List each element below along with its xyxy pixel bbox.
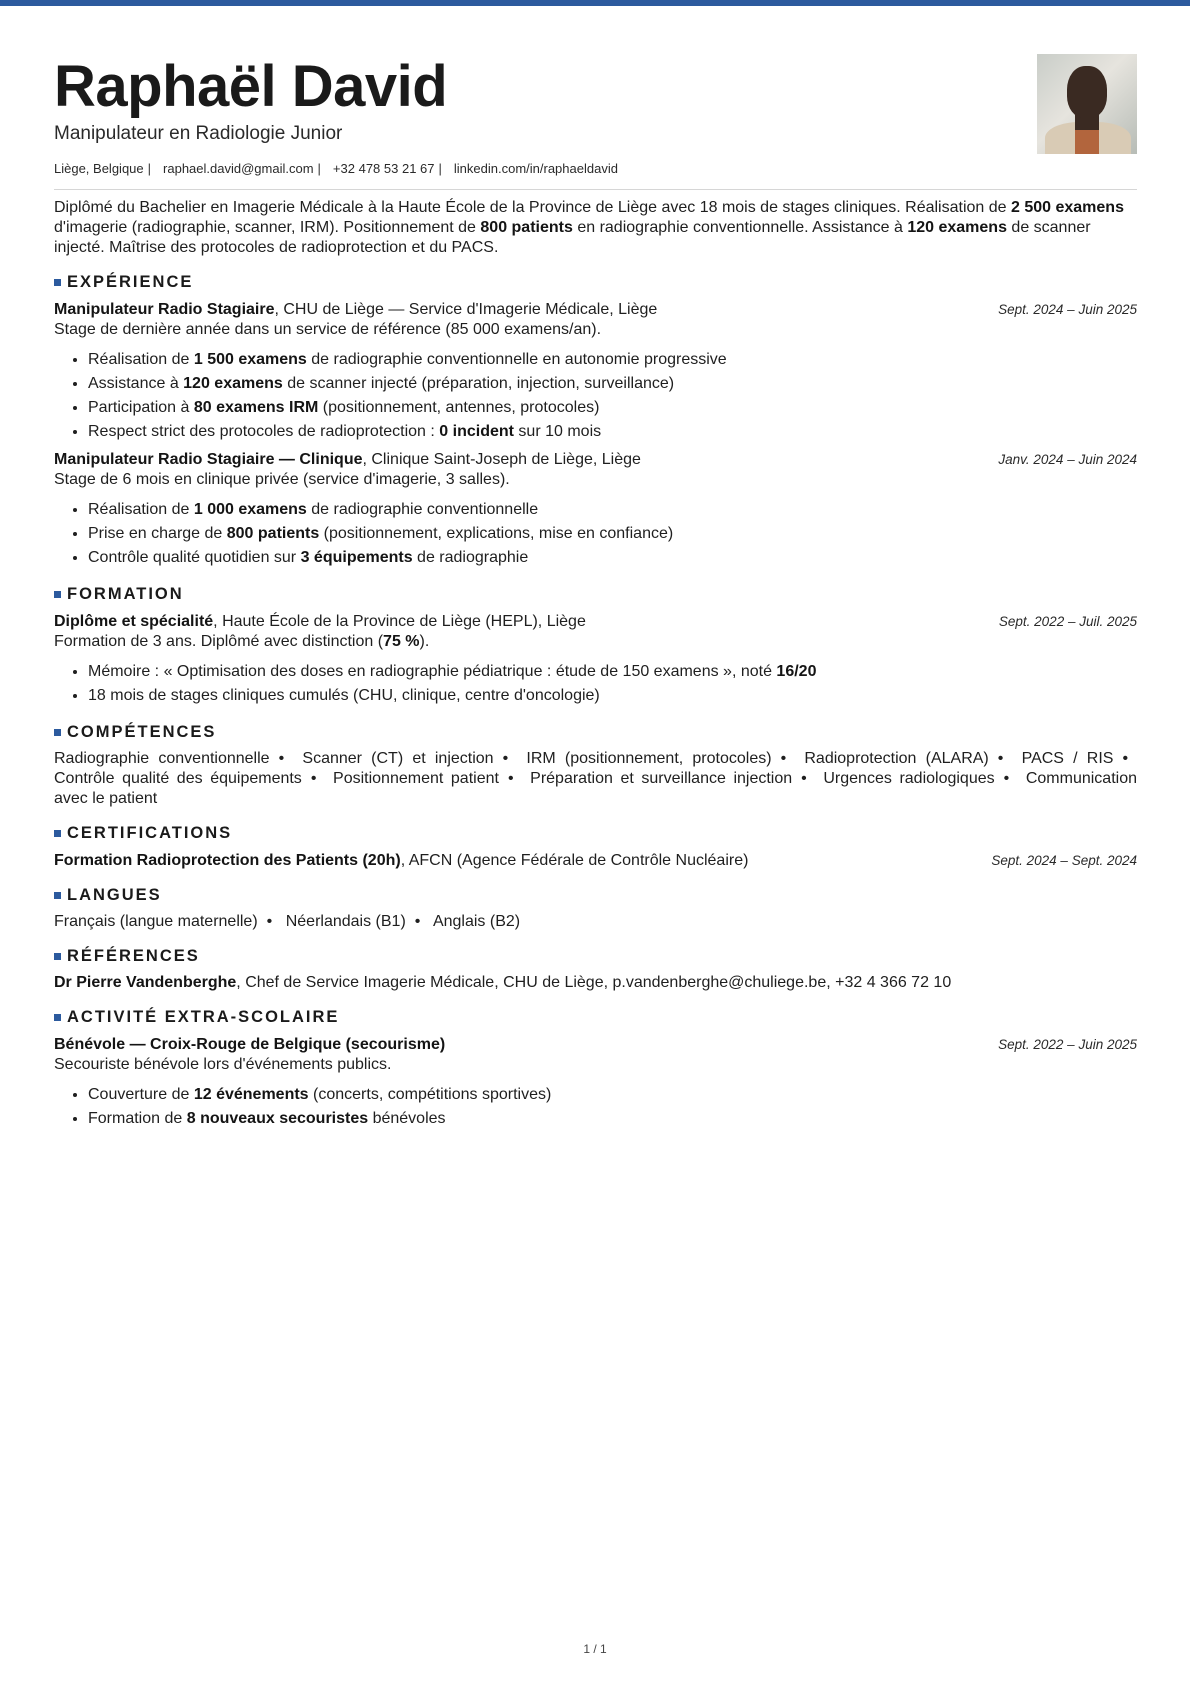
bullet-item: • Participation à 80 examens IRM (positionnement, antennes, protocoles) — [88, 396, 1137, 420]
inline-item: Radiographie conventionnelle — [54, 750, 270, 767]
section-square-icon — [54, 729, 61, 736]
bullet-item: • Réalisation de 1 500 examens de radiographie conventionnelle en autonomie progressive — [88, 348, 1137, 372]
inline-item: Anglais (B2) — [432, 913, 521, 930]
section-square-icon — [54, 1014, 61, 1021]
photo-tee-shape — [1075, 126, 1099, 154]
extracurricular-list — [54, 1035, 1137, 1131]
entry — [54, 1035, 1137, 1131]
candidate-title: Manipulateur en Radiologie Junior — [54, 123, 343, 144]
summary: Diplômé du Bachelier en Imagerie Médicale à la Haute École de la Province de Liège avec 18 mois de stages cliniques. Réalisation de 2 500 examens d'imagerie (radiographie, scanner, IRM). Positionnement de 800 patients en radiographie conventionnelle. Assistance à 120 examens de scanner injecté. Maîtrise des protocoles de radioprotection et du PACS. — [54, 199, 1124, 256]
section-square-icon — [54, 279, 61, 286]
entry-description: Secouriste bénévole lors d'événements publics. — [54, 1056, 392, 1073]
bullet-separator: • — [507, 770, 514, 787]
entry-description: Formation de 3 ans. Diplômé avec distinction (75 %). — [54, 633, 430, 650]
inline-item: PACS / RIS — [1021, 750, 1114, 767]
inline-item: Communication avec le patient — [54, 770, 1137, 807]
experience-list — [54, 300, 1137, 570]
bullet-separator: • — [502, 750, 509, 767]
bullet-separator: • — [1003, 770, 1010, 787]
candidate-name: Raphaël David — [54, 54, 448, 119]
certification-entry — [54, 851, 1137, 871]
section-square-icon — [54, 591, 61, 598]
resume-body — [54, 198, 1137, 1131]
inline-item: Français (langue maternelle) — [54, 913, 258, 930]
bullet-item: • Mémoire : « Optimisation des doses en radiographie pédiatrique : étude de 150 examens », noté 16/20 — [88, 660, 1137, 684]
section-square-icon — [54, 892, 61, 899]
entry-role: Diplôme et spécialité — [54, 613, 214, 630]
entry-date: Sept. 2024 – Juin 2025 — [998, 302, 1137, 317]
photo-head-shape — [1067, 66, 1107, 118]
entry — [54, 612, 1137, 708]
section-heading-references: RÉFÉRENCES — [54, 946, 1137, 966]
profile-photo — [1037, 54, 1137, 154]
entry-date: Janv. 2024 – Juin 2024 — [998, 452, 1137, 467]
header-divider — [54, 189, 1137, 190]
section-heading-languages: LANGUES — [54, 885, 1137, 905]
contact-separator: | — [147, 161, 152, 176]
bullet-separator: • — [780, 750, 787, 767]
languages-list — [54, 912, 1137, 932]
bullet-separator: • — [278, 750, 285, 767]
contact-location: Liège, Belgique — [54, 161, 144, 176]
entry-description: Stage de dernière année dans un service de référence (85 000 examens/an). — [54, 321, 602, 338]
inline-item: Néerlandais (B1) — [285, 913, 406, 930]
bullet-separator: • — [801, 770, 807, 787]
certification-org: , AFCN (Agence Fédérale de Contrôle Nucléaire) — [400, 852, 749, 869]
entry-role: Manipulateur Radio Stagiaire — [54, 301, 275, 318]
section-heading-certifications: CERTIFICATIONS — [54, 823, 1137, 843]
bullet-item: • Assistance à 120 examens de scanner injecté (préparation, injection, surveillance) — [88, 372, 1137, 396]
section-heading-education: FORMATION — [54, 584, 1137, 604]
bullet-separator: • — [997, 750, 1004, 767]
bullet-item: • Prise en charge de 800 patients (positionnement, explications, mise en confiance) — [88, 522, 1137, 546]
entry-org: , Clinique Saint-Joseph de Liège, Liège — [362, 451, 641, 468]
bullet-item: • Formation de 8 nouveaux secouristes bénévoles — [88, 1107, 1137, 1131]
bullet-item: • Respect strict des protocoles de radioprotection : 0 incident sur 10 mois — [88, 420, 1137, 444]
entry-description: Stage de 6 mois en clinique privée (service d'imagerie, 3 salles). — [54, 471, 510, 488]
bullet-separator: • — [266, 913, 273, 930]
bullet-item: • Couverture de 12 événements (concerts, compétitions sportives) — [88, 1083, 1137, 1107]
section-square-icon — [54, 830, 61, 837]
bullet-separator: • — [310, 770, 317, 787]
bullet-item: • Contrôle qualité quotidien sur 3 équipements de radiographie — [88, 546, 1137, 570]
skills-list — [54, 749, 1137, 809]
reference-name: Dr Pierre Vandenberghe — [54, 974, 237, 991]
entry — [54, 450, 1137, 570]
entry — [54, 300, 1137, 444]
page-number: 1 / 1 — [583, 1642, 607, 1656]
inline-item: Radioprotection (ALARA) — [804, 750, 989, 767]
entry-role: Bénévole — Croix-Rouge de Belgique (secourisme) — [54, 1036, 446, 1053]
contact-separator: | — [317, 161, 321, 176]
entry-date: Sept. 2022 – Juil. 2025 — [998, 614, 1137, 629]
contact-line — [54, 160, 618, 178]
bullet-item: • Réalisation de 1 000 examens de radiographie conventionnelle — [88, 498, 1137, 522]
contact-linkedin[interactable]: linkedin.com/in/raphaeldavid — [453, 161, 618, 176]
education-list — [54, 612, 1137, 708]
inline-item: Urgences radiologiques — [823, 770, 995, 787]
inline-item: Contrôle qualité des équipements — [54, 770, 302, 787]
contact-phone[interactable]: +32 478 53 21 67 — [332, 161, 435, 176]
certification-date: Sept. 2024 – Sept. 2024 — [991, 853, 1137, 868]
reference-details: , Chef de Service Imagerie Médicale, CHU de Liège, p.vandenberghe@chuliege.be, +32 4 366 72 10 — [236, 974, 952, 991]
bullet-separator: • — [1122, 750, 1129, 767]
contact-separator: | — [438, 161, 442, 176]
section-heading-experience: EXPÉRIENCE — [54, 272, 1137, 292]
inline-item: IRM (positionnement, protocoles) — [526, 750, 772, 767]
bullet-separator: • — [414, 913, 421, 930]
contact-email[interactable]: raphael.david@gmail.com — [163, 161, 314, 176]
reference-entry — [54, 973, 1137, 993]
entry-org: , CHU de Liège — Service d'Imagerie Médicale, Liège — [274, 301, 658, 318]
section-heading-skills: COMPÉTENCES — [54, 722, 1137, 742]
entry-date: Sept. 2022 – Juin 2025 — [998, 1037, 1137, 1052]
certification-name: Formation Radioprotection des Patients (20h) — [54, 852, 401, 869]
inline-item: Scanner (CT) et injection — [302, 750, 494, 767]
inline-item: Positionnement patient — [333, 770, 499, 787]
section-square-icon — [54, 953, 61, 960]
top-accent-bar — [0, 0, 1190, 6]
entry-org: , Haute École de la Province de Liège (HEPL), Liège — [213, 613, 586, 630]
entry-role: Manipulateur Radio Stagiaire — Clinique — [54, 451, 363, 468]
section-heading-extracurricular: ACTIVITÉ EXTRA-SCOLAIRE — [54, 1007, 1137, 1027]
inline-item: Préparation et surveillance injection — [530, 770, 793, 787]
bullet-item: • 18 mois de stages cliniques cumulés (CHU, clinique, centre d'oncologie) — [88, 684, 1137, 708]
